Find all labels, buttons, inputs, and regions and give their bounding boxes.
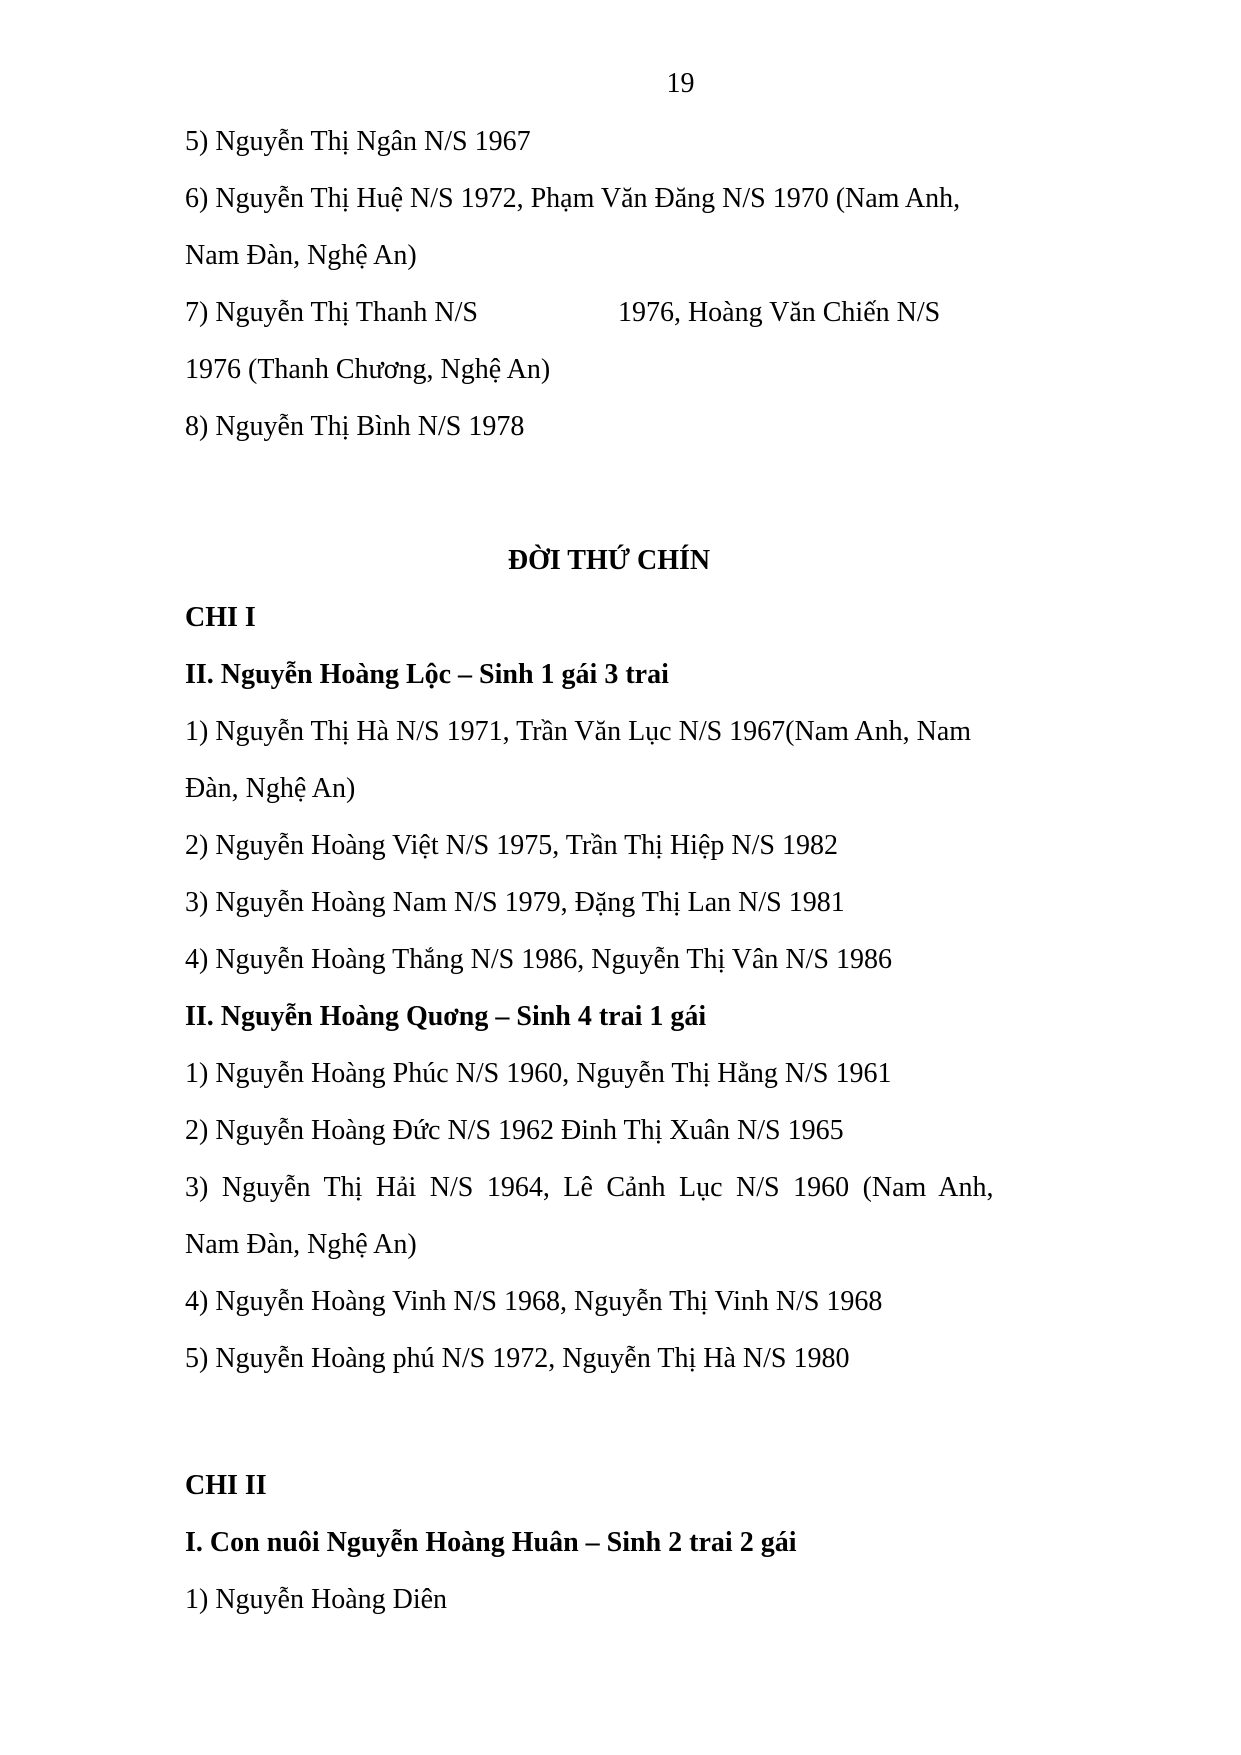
text-line: [185, 284, 1033, 341]
document-body: [185, 113, 1033, 1628]
blank-line: [185, 455, 1033, 512]
text-line: 3) Nguyễn Thị Hải N/S 1964, Lê Cảnh Lục N/S 1960 (Nam Anh,: [185, 1172, 994, 1203]
text-line: 1) Nguyễn Hoàng Diên: [185, 1584, 448, 1615]
text-line: 2) Nguyễn Hoàng Việt N/S 1975, Trần Thị Hiệp N/S 1982: [185, 830, 838, 861]
subsection-heading: II. Nguyễn Hoàng Quơng – Sinh 4 trai 1 gái: [185, 1001, 707, 1032]
subsection-heading: II. Nguyễn Hoàng Lộc – Sinh 1 gái 3 trai: [185, 659, 669, 690]
text-line: Nam Đàn, Nghệ An): [185, 240, 417, 271]
text-segment: 7) Nguyễn Thị Thanh N/S: [185, 297, 478, 328]
text-line: 3) Nguyễn Hoàng Nam N/S 1979, Đặng Thị Lan N/S 1981: [185, 887, 845, 918]
text-segment: 1976, Hoàng Văn Chiến N/S: [617, 297, 941, 328]
text-line: 8) Nguyễn Thị Bình N/S 1978: [185, 411, 525, 442]
section-heading: ĐỜI THỨ CHÍN: [507, 545, 711, 576]
page-number: 19: [666, 68, 695, 99]
text-line: Nam Đàn, Nghệ An): [185, 1229, 417, 1260]
text-line: Đàn, Nghệ An): [185, 773, 356, 804]
subsection-heading: CHI II: [185, 1470, 267, 1501]
text-line: 1) Nguyễn Hoàng Phúc N/S 1960, Nguyễn Thị Hằng N/S 1961: [185, 1058, 892, 1089]
text-line: 5) Nguyễn Thị Ngân N/S 1967: [185, 126, 531, 157]
subsection-heading: I. Con nuôi Nguyễn Hoàng Huân – Sinh 2 trai 2 gái: [185, 1527, 797, 1558]
text-line: 4) Nguyễn Hoàng Vinh N/S 1968, Nguyễn Thị Vinh N/S 1968: [185, 1286, 883, 1317]
text-line: 5) Nguyễn Hoàng phú N/S 1972, Nguyễn Thị Hà N/S 1980: [185, 1343, 850, 1374]
text-line: 6) Nguyễn Thị Huệ N/S 1972, Phạm Văn Đăng N/S 1970 (Nam Anh,: [185, 183, 961, 214]
text-line: 2) Nguyễn Hoàng Đức N/S 1962 Đinh Thị Xuân N/S 1965: [185, 1115, 844, 1146]
text-line: 1976 (Thanh Chương, Nghệ An): [185, 354, 551, 385]
blank-line: [185, 1387, 1033, 1457]
text-line: 1) Nguyễn Thị Hà N/S 1971, Trần Văn Lục N/S 1967(Nam Anh, Nam: [185, 716, 972, 747]
subsection-heading: CHI I: [185, 602, 256, 633]
text-line: 4) Nguyễn Hoàng Thắng N/S 1986, Nguyễn Thị Vân N/S 1986: [185, 944, 892, 975]
